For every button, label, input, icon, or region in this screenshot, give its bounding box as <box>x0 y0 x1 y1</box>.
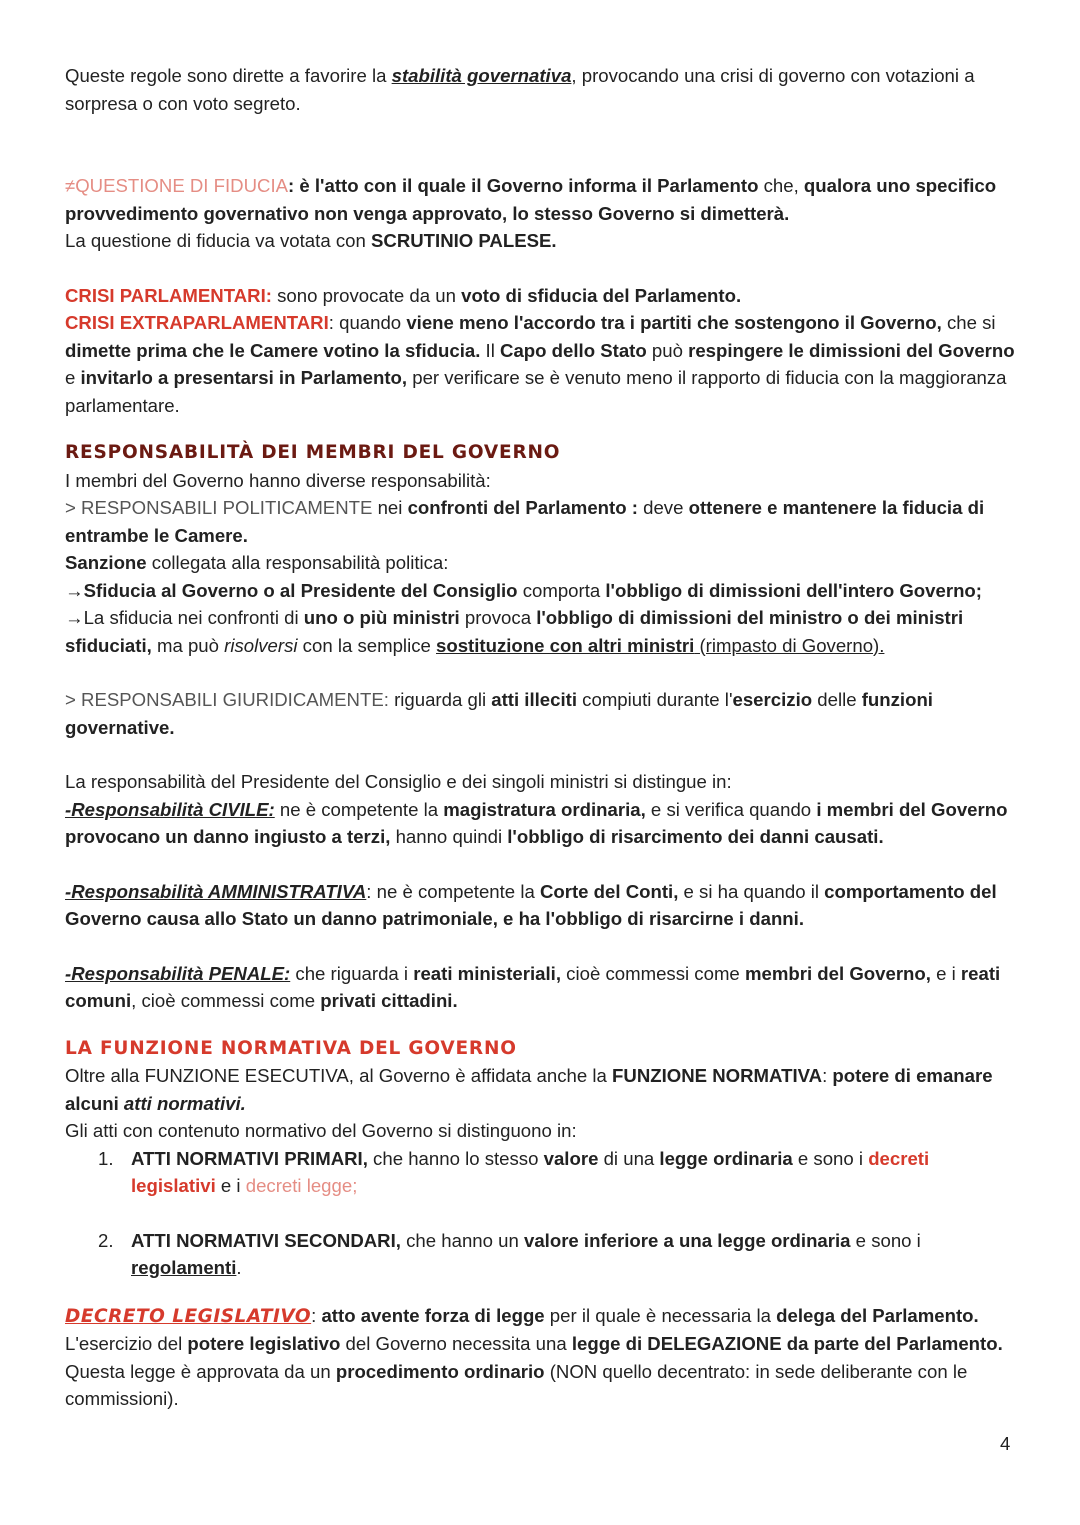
text: Il <box>480 339 501 361</box>
text: reati ministeriali, <box>413 962 562 984</box>
text: : è l'atto con il quale il <box>288 175 487 196</box>
list-item <box>98 1227 1015 1282</box>
list-item <box>98 1145 1015 1200</box>
paragraph-atti-distinzione: Gli atti con contenuto normativo del Governo si distinguono in: <box>65 1120 577 1141</box>
heading-responsabilita: RESPONSABILITÀ DEI MEMBRI DEL GOVERNO <box>65 442 561 463</box>
paragraph-intro-responsabilita: I membri del Governo hanno diverse responsabilità: <box>65 469 491 491</box>
paragraph-distinzione: La responsabilità del Presidente del Consiglio e dei singoli ministri si distingue in: <box>65 771 732 792</box>
text: delle <box>812 689 862 710</box>
text: potere legislativo <box>187 1333 341 1354</box>
page-number: 4 <box>1000 1433 1011 1454</box>
text: deve <box>637 497 689 518</box>
text: Sanzione <box>65 552 147 573</box>
text: qualora uno specifico provvedimento governativo non venga approvato, lo stesso Governo si dimetterà. <box>65 175 997 224</box>
text: compiuti durante l' <box>577 689 733 710</box>
text: > RESPONSABILI POLITICAMENTE <box>65 497 373 518</box>
text: risolversi <box>224 634 298 656</box>
text: Capo dello Stato <box>500 339 647 361</box>
text: : ne è competente la <box>366 880 540 902</box>
text: delega del Parlamento. <box>776 1304 979 1326</box>
text: reati comuni <box>65 962 1001 1011</box>
text: e sono i <box>850 1229 921 1251</box>
text: Oltre alla FUNZIONE ESECUTIVA, al Governo è affidata anche la <box>65 1065 613 1086</box>
paragraph-sfiducia-governo <box>65 577 1015 605</box>
text: i membri del Governo provocano un danno ingiusto a terzi, <box>65 798 1008 847</box>
text: SCRUTINIO PALESE. <box>370 230 557 251</box>
term-crisi-parlamentari: CRISI PARLAMENTARI: <box>65 284 272 306</box>
text: l'obbligo di dimissioni dell'intero Governo; <box>605 579 982 601</box>
paragraph-decreto-legislativo <box>65 1302 1015 1331</box>
paragraph-responsabili-giuridicamente <box>65 686 1015 741</box>
text: viene meno l'accordo tra i partiti che sostengono il Governo, <box>406 312 942 333</box>
text: e i <box>930 962 961 984</box>
paragraph-crisi-extraparlamentari <box>65 309 1015 419</box>
text: La questione di fiducia va votata con <box>65 230 371 251</box>
emphasis-stability: stabilità governativa <box>391 65 572 86</box>
term-amministrativa: -Responsabilità AMMINISTRATIVA <box>65 880 367 902</box>
text: respingere le dimissioni del Governo <box>688 339 1015 361</box>
paragraph-stability <box>65 62 1015 117</box>
term-penale: -Responsabilità PENALE: <box>65 962 291 984</box>
text: , cioè commessi come <box>131 990 321 1011</box>
text: invitarlo a presentarsi in Parlamento, <box>80 367 408 388</box>
text: : <box>311 1304 322 1326</box>
text: , provocando una crisi di governo con votazioni a sorpresa o con voto segreto. <box>65 65 975 114</box>
text: Sfiducia al Governo o al Presidente del Consiglio <box>83 579 518 601</box>
text: FUNZIONE NORMATIVA <box>612 1065 823 1086</box>
text: membri del Governo, <box>744 962 931 984</box>
text: comporta <box>517 579 606 601</box>
text: (rimpasto di Governo). <box>694 634 885 656</box>
page-content <box>65 62 1015 1413</box>
text: per verificare se è venuto meno il rapporto di fiducia con la maggioranza parlamentare. <box>65 367 1007 416</box>
text: provoca <box>459 607 537 628</box>
paragraph-civile <box>65 796 1015 851</box>
text: sono provocate da un <box>271 284 462 306</box>
text: magistratura ordinaria, <box>443 798 646 820</box>
text: può <box>646 339 689 361</box>
paragraph-legge-approvata <box>65 1358 1015 1413</box>
list-number: 2. <box>98 1229 114 1251</box>
text: Questa legge è approvata da un <box>65 1360 336 1382</box>
heading-funzione-normativa: LA FUNZIONE NORMATIVA DEL GOVERNO <box>65 1037 517 1059</box>
text: voto di sfiducia del Parlamento. <box>461 284 742 306</box>
term-civile: -Responsabilità CIVILE: <box>65 798 275 820</box>
text: ATTI NORMATIVI PRIMARI, <box>131 1147 368 1169</box>
text: che riguarda i <box>290 962 414 984</box>
text: sostituzione con altri ministri <box>436 634 695 656</box>
text: L'esercizio del <box>65 1333 188 1354</box>
text: che hanno un <box>400 1229 524 1251</box>
text: (NON quello decentrato: in sede deliberante con le commissioni). <box>65 1360 968 1409</box>
text: del Governo necessita una <box>340 1333 572 1354</box>
paragraph-penale <box>65 960 1015 1015</box>
text: l'obbligo di risarcimento dei danni causati. <box>507 826 884 847</box>
text: privati cittadini. <box>320 990 458 1011</box>
text: e <box>65 367 81 388</box>
text: . <box>236 1257 242 1278</box>
arrow-icon: → <box>65 579 84 601</box>
text: cioè commessi come <box>561 962 745 984</box>
list-number: 1. <box>98 1147 114 1169</box>
text: che si <box>941 312 996 333</box>
text: l'obbligo di dimissioni del ministro o dei ministri sfiduciati, <box>65 607 964 656</box>
paragraph-funzione-normativa <box>65 1062 1015 1117</box>
term-decreto-legislativo: DECRETO LEGISLATIVO <box>65 1305 312 1327</box>
term-questione-fiducia: ≠QUESTIONE DI FIDUCIA <box>65 175 289 196</box>
text: Corte del Conti, <box>539 880 679 902</box>
text: ATTI NORMATIVI SECONDARI, <box>131 1229 401 1251</box>
text: atto avente forza di legge <box>321 1304 545 1326</box>
paragraph-scrutinio <box>65 227 1015 255</box>
text: > RESPONSABILI GIURIDICAMENTE: <box>65 689 389 710</box>
paragraph-crisi-parlamentari <box>65 282 1015 310</box>
text: con la semplice <box>297 634 436 656</box>
text: : quando <box>328 312 407 333</box>
text: regolamenti <box>131 1257 237 1278</box>
text: confronti del Parlamento : <box>407 497 638 518</box>
paragraph-fiducia <box>65 172 1015 227</box>
text: procedimento ordinario <box>335 1360 545 1382</box>
text: ottenere e mantenere la fiducia di entrambe le Camere. <box>65 497 985 546</box>
text: che, <box>758 175 804 196</box>
text: ne è competente la <box>274 798 444 820</box>
list-item-text <box>131 1145 1015 1200</box>
paragraph-responsabili-politicamente <box>65 494 1015 549</box>
text: ma può <box>151 634 225 656</box>
text: atti normativi. <box>123 1092 246 1114</box>
text: esercizio <box>732 689 813 710</box>
text: e si ha quando il <box>678 880 825 902</box>
text: hanno quindi <box>390 826 508 847</box>
text: Queste regole sono dirette a favorire la <box>65 65 392 86</box>
text: uno o più ministri <box>303 607 460 628</box>
text: legge ordinaria <box>659 1147 793 1169</box>
text: per il quale è necessaria la <box>544 1304 777 1326</box>
text: funzioni governative. <box>65 689 933 738</box>
text: che hanno lo stesso <box>367 1147 544 1169</box>
text: e sono i <box>792 1147 869 1169</box>
text: : <box>822 1065 833 1086</box>
paragraph-sanzione <box>65 549 1015 577</box>
term-crisi-extraparlamentari: CRISI EXTRAPARLAMENTARI <box>65 312 329 333</box>
text: e i <box>215 1175 246 1196</box>
paragraph-sfiducia-ministri <box>65 604 1015 659</box>
text: potere di emanare alcuni <box>65 1065 993 1114</box>
text: comportamento del Governo causa allo Stato un danno patrimoniale, e ha l'obbligo di risarcirne i danni. <box>65 880 997 929</box>
paragraph-esercizio <box>65 1330 1015 1358</box>
text: decreti legislativi <box>131 1147 930 1196</box>
text: decreti legge; <box>245 1175 358 1196</box>
text: Governo informa il Parlamento <box>486 175 759 196</box>
text: legge di DELEGAZIONE da parte del Parlamento. <box>571 1333 1003 1354</box>
text: →La sfiducia nei confronti di <box>65 607 304 628</box>
text: nei <box>372 497 408 518</box>
text: dimette prima che le Camere votino la sfiducia. <box>65 339 481 361</box>
text: riguarda gli <box>388 689 492 710</box>
text: atti illeciti <box>491 689 578 710</box>
text: valore <box>543 1147 599 1169</box>
text: collegata alla responsabilità politica: <box>146 552 449 573</box>
text: e si verifica quando <box>645 798 817 820</box>
text: di una <box>598 1147 660 1169</box>
list-item-text <box>131 1227 1015 1282</box>
text: valore inferiore a una legge ordinaria <box>523 1229 851 1251</box>
paragraph-amministrativa <box>65 878 1015 933</box>
